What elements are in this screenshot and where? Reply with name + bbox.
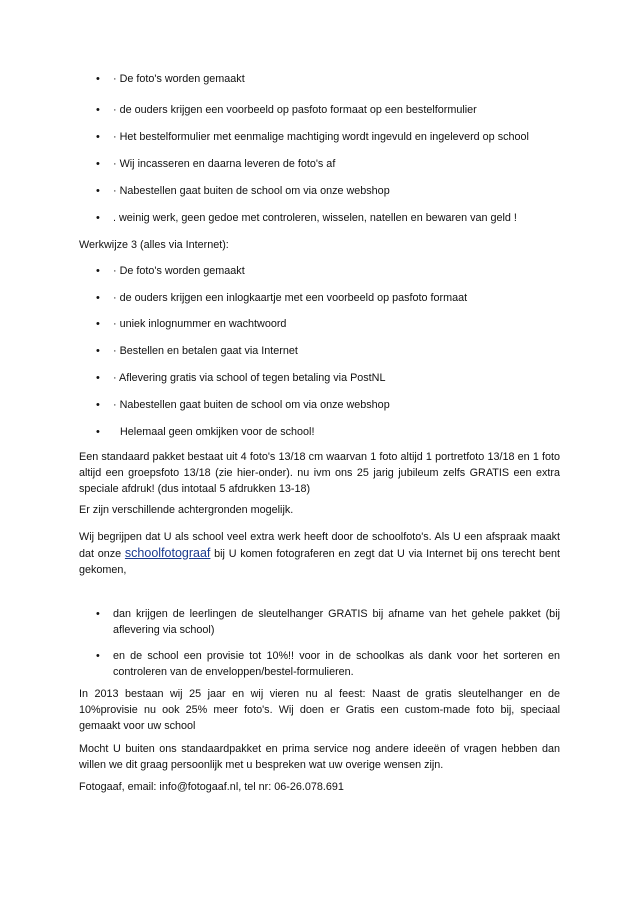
list-item bbox=[96, 606, 560, 638]
bullet-icon: • bbox=[96, 158, 100, 170]
bullet-icon: • bbox=[96, 131, 100, 143]
list-item-text: · Wij incasseren en daarna leveren de foto's af bbox=[113, 158, 336, 170]
bullet-icon: • bbox=[96, 265, 100, 277]
bullet-icon: • bbox=[96, 212, 100, 224]
bullet-icon: • bbox=[96, 73, 100, 85]
list-item-text: . weinig werk, geen gedoe met controleren, wisselen, natellen en bewaren van geld ! bbox=[113, 212, 517, 224]
bullet-icon: • bbox=[96, 104, 100, 116]
bullet-icon: • bbox=[96, 318, 100, 330]
list-item-text: en de school een provisie tot 10%!! voor in de schoolkas als dank voor het sorteren en controleren van de enveloppen/bestel-formulieren. bbox=[113, 650, 560, 678]
schoolfotograaf-link[interactable]: schoolfotograaf bbox=[124, 546, 211, 560]
list-item-text: · Het bestelformulier met eenmalige machtiging wordt ingevuld en ingeleverd op school bbox=[113, 131, 529, 143]
paragraph-begrijpen-text-end: bij U komen fotograferen en zegt dat U via Internet bij ons terecht bent gekomen, bbox=[79, 548, 560, 576]
list-item-text: Helemaal geen omkijken voor de school! bbox=[120, 426, 315, 438]
bullet-icon: • bbox=[96, 185, 100, 197]
bullet-icon: • bbox=[96, 650, 100, 662]
list-item-text: · de ouders krijgen een voorbeeld op pasfoto formaat op een bestelformulier bbox=[113, 104, 477, 116]
list-item-text: · Bestellen en betalen gaat via Internet bbox=[113, 345, 298, 357]
paragraph-begrijpen-text: Wij begrijpen dat U als school veel extra werk heeft door de schoolfoto's. Als U een afspraak maakt dat onze bbox=[79, 531, 560, 560]
list-item-text: · Aflevering gratis via school of tegen betaling via PostNL bbox=[113, 372, 386, 384]
list-item-text: · uniek inlognummer en wachtwoord bbox=[113, 318, 287, 330]
contact-line: Fotogaaf, email: info@fotogaaf.nl, tel nr: 06-26.078.691 bbox=[79, 781, 344, 793]
list-item-text: · De foto's worden gemaakt bbox=[113, 265, 245, 277]
list-item-text: · Nabestellen gaat buiten de school om via onze webshop bbox=[113, 185, 390, 197]
paragraph-2013: In 2013 bestaan wij 25 jaar en wij vieren nu al feest: Naast de gratis sleutelhanger en de 10%provisie nu ook 25% meer foto's. Wij doen er Gratis een custom-made foto bij, speciaal gemaakt voor uw school bbox=[79, 688, 560, 732]
list-item-text: · de ouders krijgen een inlogkaartje met een voorbeeld op pasfoto formaat bbox=[113, 292, 468, 304]
bullet-icon: • bbox=[96, 426, 100, 438]
bullet-icon: • bbox=[96, 372, 100, 384]
list-item-text: · Nabestellen gaat buiten de school om via onze webshop bbox=[113, 399, 390, 411]
section-heading: Werkwijze 3 (alles via Internet): bbox=[79, 239, 229, 251]
paragraph-mocht: Mocht U buiten ons standaardpakket en prima service nog andere ideeën of vragen hebben dan willen we dit graag persoonlijk met u bespreken wat uw overige wensen zijn. bbox=[79, 743, 560, 771]
list-item-text: · De foto's worden gemaakt bbox=[113, 73, 245, 85]
paragraph-begrijpen bbox=[79, 529, 560, 578]
list-item-text: dan krijgen de leerlingen de sleutelhanger GRATIS bij afname van het gehele pakket (bij aflevering via school) bbox=[113, 608, 560, 636]
paragraph-pakket: Een standaard pakket bestaat uit 4 foto's 13/18 cm waarvan 1 foto altijd 1 portretfoto 13/18 en 1 foto altijd een groepsfoto 13/18 (zie hier-onder). nu ivm ons 25 jarig jubileum zelfs GRATIS een extra speciale afdruk! (dus intotaal 5 afdrukken 13-18) bbox=[79, 451, 560, 495]
list-item bbox=[96, 648, 560, 680]
bullet-icon: • bbox=[96, 345, 100, 357]
paragraph-achtergronden: Er zijn verschillende achtergronden mogelijk. bbox=[79, 504, 294, 516]
bullet-icon: • bbox=[96, 399, 100, 411]
bullet-icon: • bbox=[96, 292, 100, 304]
bullet-icon: • bbox=[96, 608, 100, 620]
